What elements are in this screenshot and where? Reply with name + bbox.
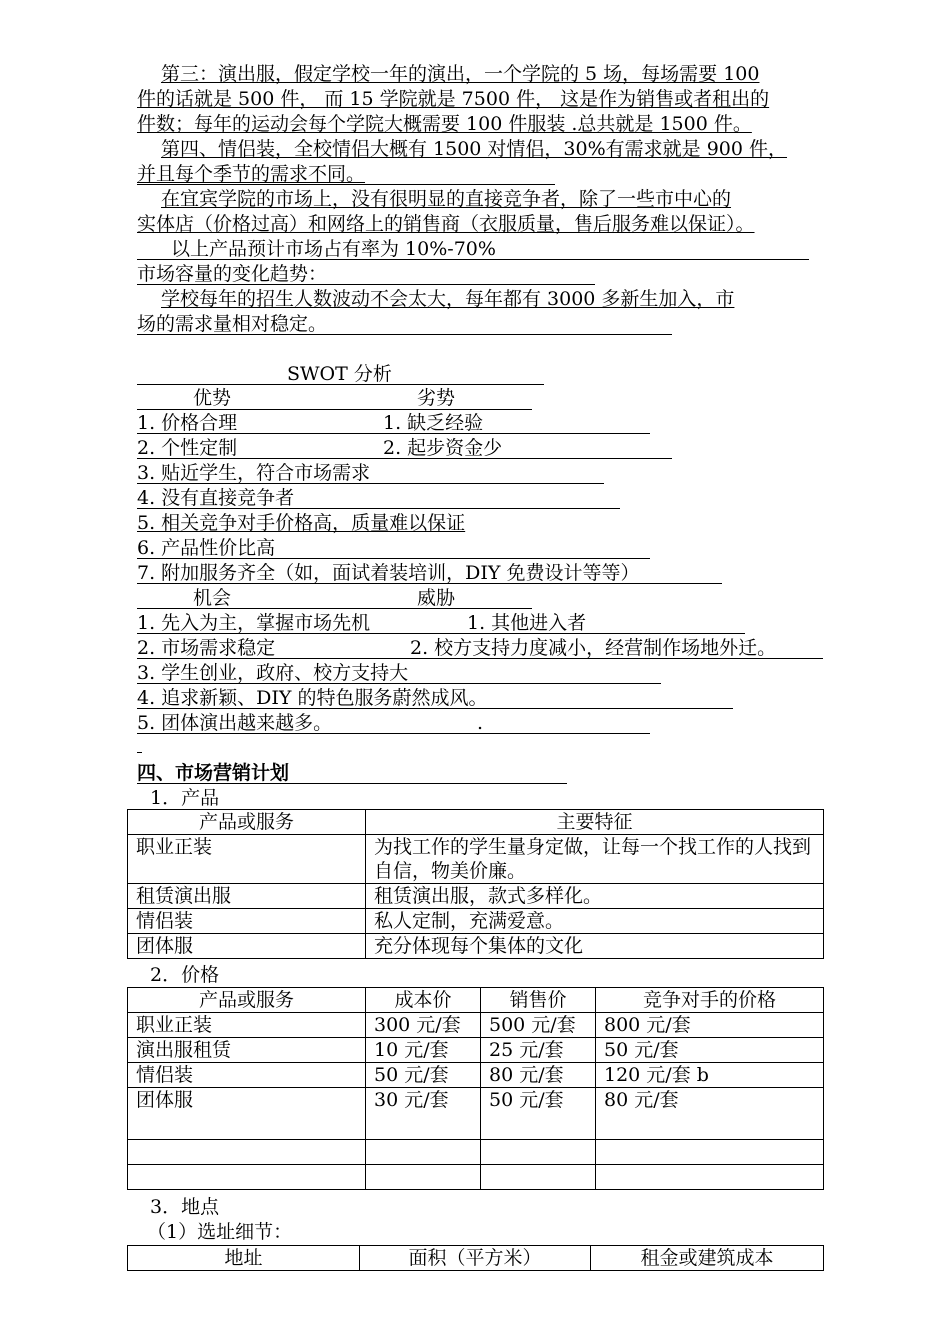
opportunity-suffix: . bbox=[477, 712, 484, 734]
table-cell bbox=[596, 1140, 824, 1165]
table-cell: 情侣装 bbox=[128, 1063, 366, 1088]
strength-item: 3. 贴近学生，符合市场需求 bbox=[137, 462, 371, 484]
table-cell bbox=[481, 1165, 596, 1190]
paragraph-line bbox=[137, 287, 734, 311]
swot-title: SWOT 分析 bbox=[287, 363, 392, 385]
product-table bbox=[127, 809, 824, 959]
strength-item: 6. 产品性价比高 bbox=[137, 537, 276, 559]
paragraph-line: 件的话就是 500 件， 而 15 学院就是 7500 件， 这是作为销售或者租出的 bbox=[137, 88, 770, 110]
location-label: 3．地点 bbox=[150, 1196, 220, 1218]
table-cell: 120 元/套 b bbox=[596, 1063, 824, 1088]
opportunity-item: 1. 先入为主，掌握市场先机 bbox=[137, 612, 371, 634]
table-header-cell: 产品或服务 bbox=[128, 810, 366, 835]
table-row bbox=[128, 1063, 824, 1088]
table-row bbox=[128, 909, 824, 934]
table-cell: 租赁演出服，款式多样化。 bbox=[366, 884, 824, 909]
table-cell: 500 元/套 bbox=[481, 1013, 596, 1038]
table-cell: 80 元/套 bbox=[481, 1063, 596, 1088]
underline-rule bbox=[137, 284, 595, 285]
paragraph-line: 件数；每年的运动会每个学院大概需要 100 件服装 .总共就是 1500 件。 bbox=[137, 113, 752, 135]
table-cell: 职业正装 bbox=[128, 835, 366, 884]
underline-rule bbox=[137, 783, 567, 784]
weakness-item: 1. 缺乏经验 bbox=[383, 412, 484, 434]
table-row bbox=[128, 1140, 824, 1165]
underline-rule bbox=[137, 409, 532, 410]
table-cell: 私人定制，充满爱意。 bbox=[366, 909, 824, 934]
opportunity-item: 5. 团体演出越来越多。 bbox=[137, 712, 333, 734]
table-row bbox=[128, 835, 824, 884]
table-cell: 充分体现每个集体的文化 bbox=[366, 934, 824, 959]
table-cell bbox=[366, 1165, 481, 1190]
paragraph-line: 并且每个季节的需求不同。 bbox=[137, 163, 366, 185]
threat-item: 2. 校方支持力度减小，经营制作场地外迁。 bbox=[410, 637, 777, 659]
table-cell: 50 元/套 bbox=[596, 1038, 824, 1063]
underline-rule bbox=[137, 483, 604, 484]
price-label: 2．价格 bbox=[150, 964, 220, 986]
table-row bbox=[128, 1165, 824, 1190]
table-header-cell: 销售价 bbox=[481, 988, 596, 1013]
section-heading: 四、市场营销计划 bbox=[137, 762, 290, 784]
paragraph-line bbox=[137, 237, 496, 261]
underline-rule bbox=[137, 583, 722, 584]
table-row bbox=[128, 934, 824, 959]
underline-rule bbox=[137, 259, 809, 260]
threat-item: 1. 其他进入者 bbox=[467, 612, 587, 634]
table-cell bbox=[128, 1140, 366, 1165]
table-header-row bbox=[128, 988, 824, 1013]
text: 学校每年的招生人数波动不会太大，每年都有 3000 多新生加入，市 bbox=[161, 288, 735, 310]
table-cell bbox=[481, 1140, 596, 1165]
underline-rule bbox=[137, 458, 672, 459]
price-table bbox=[127, 987, 824, 1190]
underline-rule bbox=[137, 658, 823, 659]
underline-rule bbox=[137, 558, 650, 559]
product-label: 1．产品 bbox=[150, 787, 220, 809]
underline-rule bbox=[137, 433, 650, 434]
table-header-cell: 主要特征 bbox=[366, 810, 824, 835]
paragraph-line bbox=[137, 187, 731, 211]
table-header-cell: 成本价 bbox=[366, 988, 481, 1013]
weaknesses-header: 劣势 bbox=[417, 387, 456, 409]
table-cell: 团体服 bbox=[128, 934, 366, 959]
strength-item: 1. 价格合理 bbox=[137, 412, 238, 434]
table-cell: 50 元/套 bbox=[481, 1088, 596, 1140]
opportunities-header: 机会 bbox=[193, 587, 232, 609]
strength-item: 5. 相关竞争对手价格高，质量难以保证 bbox=[137, 512, 466, 534]
table-header-cell: 产品或服务 bbox=[128, 988, 366, 1013]
table-header-row bbox=[128, 810, 824, 835]
table-cell: 25 元/套 bbox=[481, 1038, 596, 1063]
table-header-cell: 地址 bbox=[128, 1246, 360, 1271]
table-cell: 30 元/套 bbox=[366, 1088, 481, 1140]
underline-rule bbox=[137, 752, 142, 753]
opportunity-item: 4. 追求新颖、DIY 的特色服务蔚然成风。 bbox=[137, 687, 488, 709]
text: 第四、情侣装，全校情侣大概有 1500 对情侣，30%有需求就是 900 件， bbox=[161, 138, 788, 160]
table-header-row bbox=[128, 1246, 824, 1271]
table-header-cell: 租金或建筑成本 bbox=[591, 1246, 824, 1271]
underline-rule bbox=[137, 633, 745, 634]
table-header-cell: 面积（平方米） bbox=[360, 1246, 591, 1271]
text: 第三：演出服，假定学校一年的演出，一个学院的 5 场，每场需要 100 bbox=[161, 63, 760, 85]
table-cell: 演出服租赁 bbox=[128, 1038, 366, 1063]
site-label: （1）选址细节： bbox=[147, 1221, 293, 1243]
table-cell: 情侣装 bbox=[128, 909, 366, 934]
paragraph-line bbox=[137, 137, 787, 161]
table-cell: 团体服 bbox=[128, 1088, 366, 1140]
table-cell: 租赁演出服 bbox=[128, 884, 366, 909]
table-cell bbox=[128, 1165, 366, 1190]
table-row bbox=[128, 884, 824, 909]
table-row bbox=[128, 1088, 824, 1140]
opportunity-item: 2. 市场需求稳定 bbox=[137, 637, 276, 659]
table-cell: 300 元/套 bbox=[366, 1013, 481, 1038]
underline-rule bbox=[137, 608, 532, 609]
table-row bbox=[128, 1038, 824, 1063]
underline-rule bbox=[137, 683, 661, 684]
text: 以上产品预计市场占有率为 10%-70% bbox=[171, 238, 496, 260]
underline-rule bbox=[137, 708, 733, 709]
underline-rule bbox=[137, 733, 650, 734]
strengths-header: 优势 bbox=[193, 387, 232, 409]
table-row bbox=[128, 1013, 824, 1038]
strength-item: 2. 个性定制 bbox=[137, 437, 238, 459]
table-cell: 10 元/套 bbox=[366, 1038, 481, 1063]
opportunity-item: 3. 学生创业，政府、校方支持大 bbox=[137, 662, 409, 684]
underline-rule bbox=[137, 184, 555, 185]
paragraph-line: 实体店（价格过高）和网络上的销售商（衣服质量，售后服务难以保证）。 bbox=[137, 213, 755, 235]
weakness-item: 2. 起步资金少 bbox=[383, 437, 503, 459]
strength-item: 7. 附加服务齐全（如，面试着装培训，DIY 免费设计等等） bbox=[137, 562, 640, 584]
underline-rule bbox=[137, 508, 620, 509]
text: 在宜宾学院的市场上，没有很明显的直接竞争者，除了一些市中心的 bbox=[161, 188, 732, 210]
underline-rule bbox=[137, 384, 544, 385]
strength-item: 4. 没有直接竞争者 bbox=[137, 487, 295, 509]
table-cell bbox=[596, 1165, 824, 1190]
paragraph-line bbox=[137, 62, 823, 86]
table-cell: 50 元/套 bbox=[366, 1063, 481, 1088]
table-cell: 为找工作的学生量身定做，让每一个找工作的人找到自信，物美价廉。 bbox=[366, 835, 824, 884]
paragraph-line: 市场容量的变化趋势： bbox=[137, 263, 328, 285]
table-header-cell: 竞争对手的价格 bbox=[596, 988, 824, 1013]
underline-rule bbox=[137, 334, 672, 335]
site-table bbox=[127, 1245, 824, 1271]
threats-header: 威胁 bbox=[417, 587, 456, 609]
table-cell: 80 元/套 bbox=[596, 1088, 824, 1140]
table-cell: 职业正装 bbox=[128, 1013, 366, 1038]
paragraph-line: 场的需求量相对稳定。 bbox=[137, 313, 328, 335]
table-cell: 800 元/套 bbox=[596, 1013, 824, 1038]
table-cell bbox=[366, 1140, 481, 1165]
